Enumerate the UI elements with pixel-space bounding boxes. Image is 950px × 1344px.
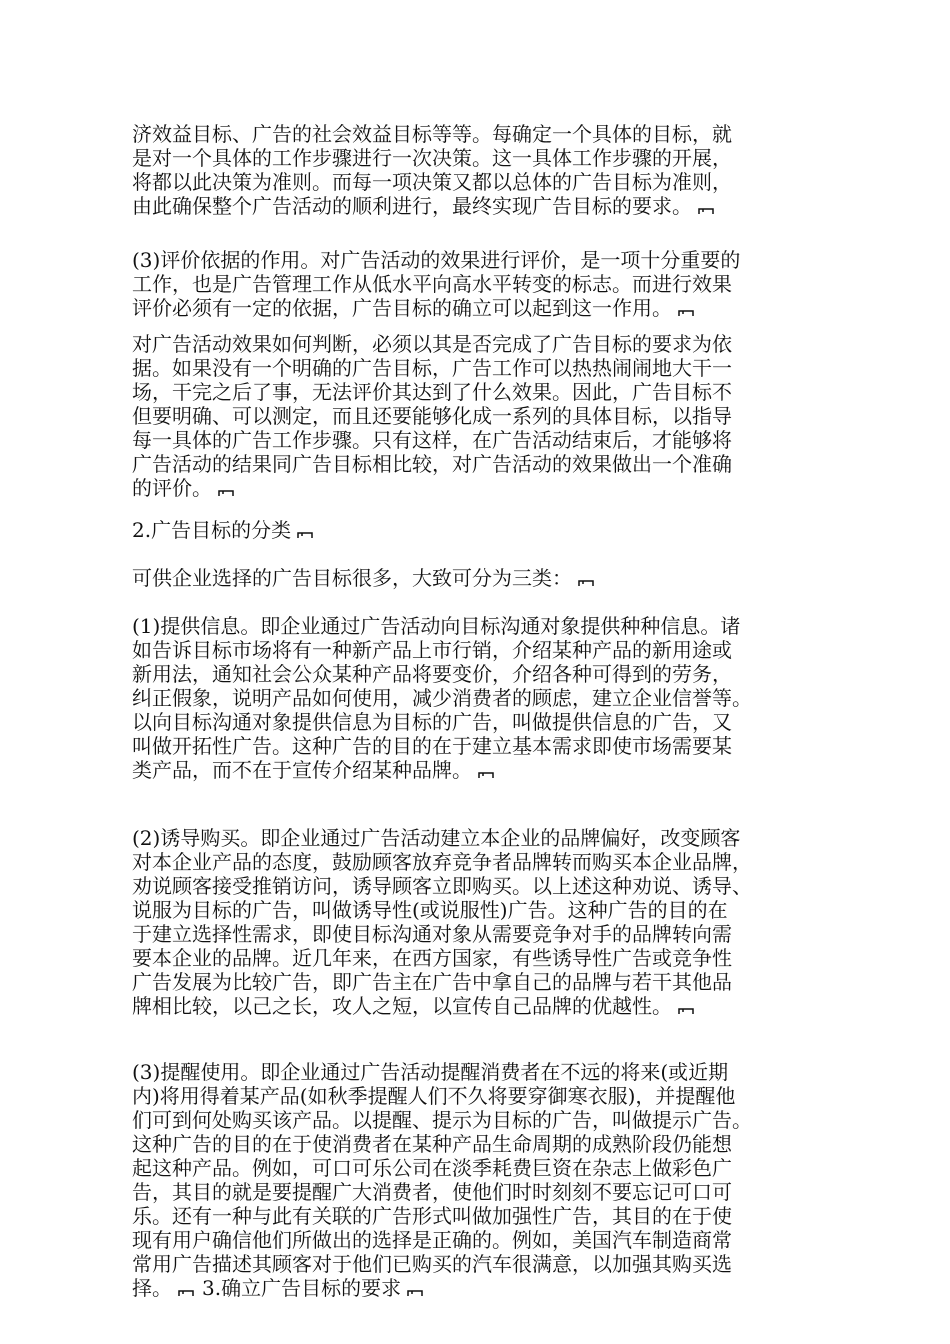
line-text: 纠正假象，说明产品如何使用，减少消费者的顾虑，建立企业信誉等。: [132, 686, 752, 710]
paragraph-line: [132, 1252, 822, 1276]
paragraph-line: [132, 146, 822, 170]
line-text: 如告诉目标市场将有一种新产品上市行销，介绍某种产品的新用途或: [132, 638, 732, 662]
paragraph-line: [132, 850, 822, 874]
line-text: 于建立选择性需求，即使目标沟通对象从需要竞争对手的品牌转向需: [132, 922, 732, 946]
line-text: 据。如果没有一个明确的广告目标，广告工作可以热热闹闹地大干一: [132, 356, 732, 380]
line-text: 广告活动的结果同广告目标相比较，对广告活动的效果做出一个准确: [132, 452, 732, 476]
line-text: 乐。还有一种与此有关联的广告形式叫做加强性广告，其目的在于使: [132, 1204, 732, 1228]
line-text: 类产品，而不在于宣传介绍某种品牌。: [132, 758, 472, 782]
line-text: 起这种产品。例如，可口可乐公司在淡季耗费巨资在杂志上做彩色广: [132, 1156, 732, 1180]
paragraph-line: [132, 686, 822, 710]
paragraph-line: [132, 922, 822, 946]
paragraph-line: [132, 1180, 822, 1204]
paragraph-line: [132, 428, 822, 452]
line-text: 是对一个具体的工作步骤进行一次决策。这一具体工作步骤的开展，: [132, 146, 732, 170]
line-text: 新用法，通知社会公众某种产品将要变价，介绍各种可得到的劳务，: [132, 662, 732, 686]
paragraph-line: [132, 1156, 822, 1180]
line-text: 广告发展为比较广告，即广告主在广告中拿自己的品牌与若干其他品: [132, 970, 732, 994]
line-text: 告，其目的就是要提醒广大消费者，使他们时时刻刻不要忘记可口可: [132, 1180, 732, 1204]
line-text: 牌相比较，以己之长，攻人之短，以宣传自己品牌的优越性。: [132, 994, 672, 1018]
line-text: 对本企业产品的态度，鼓励顾客放弃竞争者品牌转而购买本企业品牌，: [132, 850, 752, 874]
line-text: 择。: [132, 1276, 172, 1300]
line-text: (1)提供信息。即企业通过广告活动向目标沟通对象提供种种信息。诸: [132, 614, 741, 638]
paragraph-2: [132, 248, 822, 320]
paragraph-line: [132, 946, 822, 970]
paragraph-8: [132, 1060, 822, 1300]
paragraph-line: [132, 122, 822, 146]
paragraph-line: [132, 452, 822, 476]
paragraph-line: [132, 1084, 822, 1108]
line-text: 但要明确、可以测定，而且还要能够化成一系列的具体目标，以指导: [132, 404, 732, 428]
line-text: (3)提醒使用。即企业通过广告活动提醒消费者在不远的将来(或近期: [132, 1060, 729, 1084]
line-text: 工作，也是广告管理工作从低水平向高水平转变的标志。而进行效果: [132, 272, 732, 296]
line-text: 叫做开拓性广告。这种广告的目的在于建立基本需求即使市场需要某: [132, 734, 732, 758]
section-heading: 3.确立广告目标的要求: [202, 1276, 402, 1300]
paragraph-return-icon: [678, 309, 694, 317]
line-text: 现有用户确信他们所做出的选择是正确的。例如，美国汽车制造商常: [132, 1228, 732, 1252]
paragraph-line: [132, 898, 822, 922]
paragraph-line: [132, 296, 822, 320]
paragraph-line: [132, 380, 822, 404]
paragraph-line: [132, 1132, 822, 1156]
paragraph-line: [132, 1228, 822, 1252]
paragraph-line: [132, 1276, 822, 1300]
line-text: 内)将用得着某产品(如秋季提醒人们不久将要穿御寒衣服)，并提醒他: [132, 1084, 736, 1108]
paragraph-return-icon: [678, 1007, 694, 1015]
line-text: 由此确保整个广告活动的顺利进行，最终实现广告目标的要求。: [132, 194, 692, 218]
line-text: 场，干完之后了事，无法评价其达到了什么效果。因此，广告目标不: [132, 380, 732, 404]
paragraph-line: [132, 518, 822, 542]
paragraph-return-icon: [578, 579, 594, 587]
line-text: 说服为目标的广告，叫做诱导性(或说服性)广告。这种广告的目的在: [132, 898, 728, 922]
paragraph-line: [132, 404, 822, 428]
paragraph-return-icon: [297, 531, 313, 539]
paragraph-line: [132, 614, 822, 638]
line-text: 这种广告的目的在于使消费者在某种产品生命周期的成熟阶段仍能想: [132, 1132, 732, 1156]
line-text: 2.广告目标的分类: [132, 518, 292, 542]
line-text: 对广告活动效果如何判断，必须以其是否完成了广告目标的要求为依: [132, 332, 732, 356]
line-text: 济效益目标、广告的社会效益目标等等。每确定一个具体的目标，就: [132, 122, 732, 146]
paragraph-6: [132, 614, 822, 782]
paragraph-line: [132, 566, 822, 590]
paragraph-7: [132, 826, 822, 1018]
line-text: 可供企业选择的广告目标很多，大致可分为三类：: [132, 566, 572, 590]
paragraph-4: [132, 518, 822, 542]
paragraph-line: [132, 248, 822, 272]
line-text: (2)诱导购买。即企业通过广告活动建立本企业的品牌偏好，改变顾客: [132, 826, 741, 850]
line-text: 以向目标沟通对象提供信息为目标的广告，叫做提供信息的广告，又: [132, 710, 732, 734]
paragraph-line: [132, 734, 822, 758]
line-text: 劝说顾客接受推销访问，诱导顾客立即购买。以上述这种劝说、诱导、: [132, 874, 752, 898]
line-text: 的评价。: [132, 476, 212, 500]
paragraph-line: [132, 1108, 822, 1132]
paragraph-line: [132, 758, 822, 782]
paragraph-line: [132, 332, 822, 356]
line-text: 评价必须有一定的依据，广告目标的确立可以起到这一作用。: [132, 296, 672, 320]
paragraph-1: [132, 122, 822, 218]
paragraph-line: [132, 970, 822, 994]
line-text: 要本企业的品牌。近几年来，在西方国家，有些诱导性广告或竞争性: [132, 946, 732, 970]
paragraph-return-icon: [218, 489, 234, 497]
paragraph-5: [132, 566, 822, 590]
line-text: 们可到何处购买该产品。以提醒、提示为目标的广告，叫做提示广告。: [132, 1108, 752, 1132]
line-text: 每一具体的广告工作步骤。只有这样，在广告活动结束后，才能够将: [132, 428, 732, 452]
paragraph-line: [132, 1204, 822, 1228]
paragraph-line: [132, 638, 822, 662]
paragraph-3: [132, 332, 822, 500]
paragraph-line: [132, 710, 822, 734]
paragraph-return-icon: [178, 1289, 194, 1297]
paragraph-return-icon: [698, 207, 714, 215]
paragraph-line: [132, 1060, 822, 1084]
paragraph-return-icon: [478, 771, 494, 779]
paragraph-line: [132, 194, 822, 218]
paragraph-line: [132, 826, 822, 850]
paragraph-line: [132, 476, 822, 500]
line-text: (3)评价依据的作用。对广告活动的效果进行评价，是一项十分重要的: [132, 248, 741, 272]
paragraph-line: [132, 356, 822, 380]
paragraph-line: [132, 994, 822, 1018]
paragraph-line: [132, 874, 822, 898]
paragraph-line: [132, 272, 822, 296]
paragraph-return-icon: [407, 1289, 423, 1297]
paragraph-line: [132, 662, 822, 686]
paragraph-line: [132, 170, 822, 194]
line-text: 将都以此决策为准则。而每一项决策又都以总体的广告目标为准则，: [132, 170, 732, 194]
line-text: 常用广告描述其顾客对于他们已购买的汽车很满意，以加强其购买选: [132, 1252, 732, 1276]
